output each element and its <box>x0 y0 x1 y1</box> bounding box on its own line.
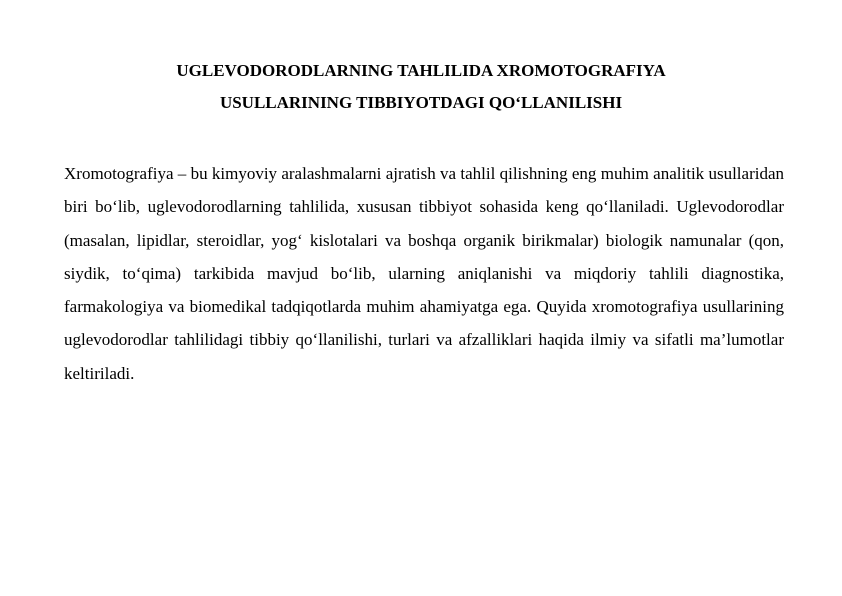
document-title-line-1: UGLEVODORODLARNING TAHLILIDA XROMOTOGRAFIYA <box>176 61 666 80</box>
intro-paragraph: Xromotografiya – bu kimyoviy aralashmalarni ajratish va tahlil qilishning eng muhim analitik usullaridan biri bo‘lib, uglevodorodlarning tahlilida, xususan tibbiyot sohasida keng qo‘llaniladi. Uglevodorodlar (masalan, lipidlar, steroidlar, yog‘ kislotalari va boshqa organik birikmalar) biologik namunalar (qon, siydik, to‘qima) tarkibida mavjud bo‘lib, ularning aniqlanishi va miqdoriy tahlili diagnostika, farmakologiya va biomedikal tadqiqotlarda muhim ahamiyatga ega. Quyida xromotografiya usullarining uglevodorodlar tahlilidagi tibbiy qo‘llanilishi, turlari va afzalliklari haqida ilmiy va sifatli ma’lumotlar keltiriladi. <box>64 164 784 383</box>
document-title-line-2: USULLARINING TIBBIYOTDAGI QO‘LLANILISHI <box>219 93 623 112</box>
